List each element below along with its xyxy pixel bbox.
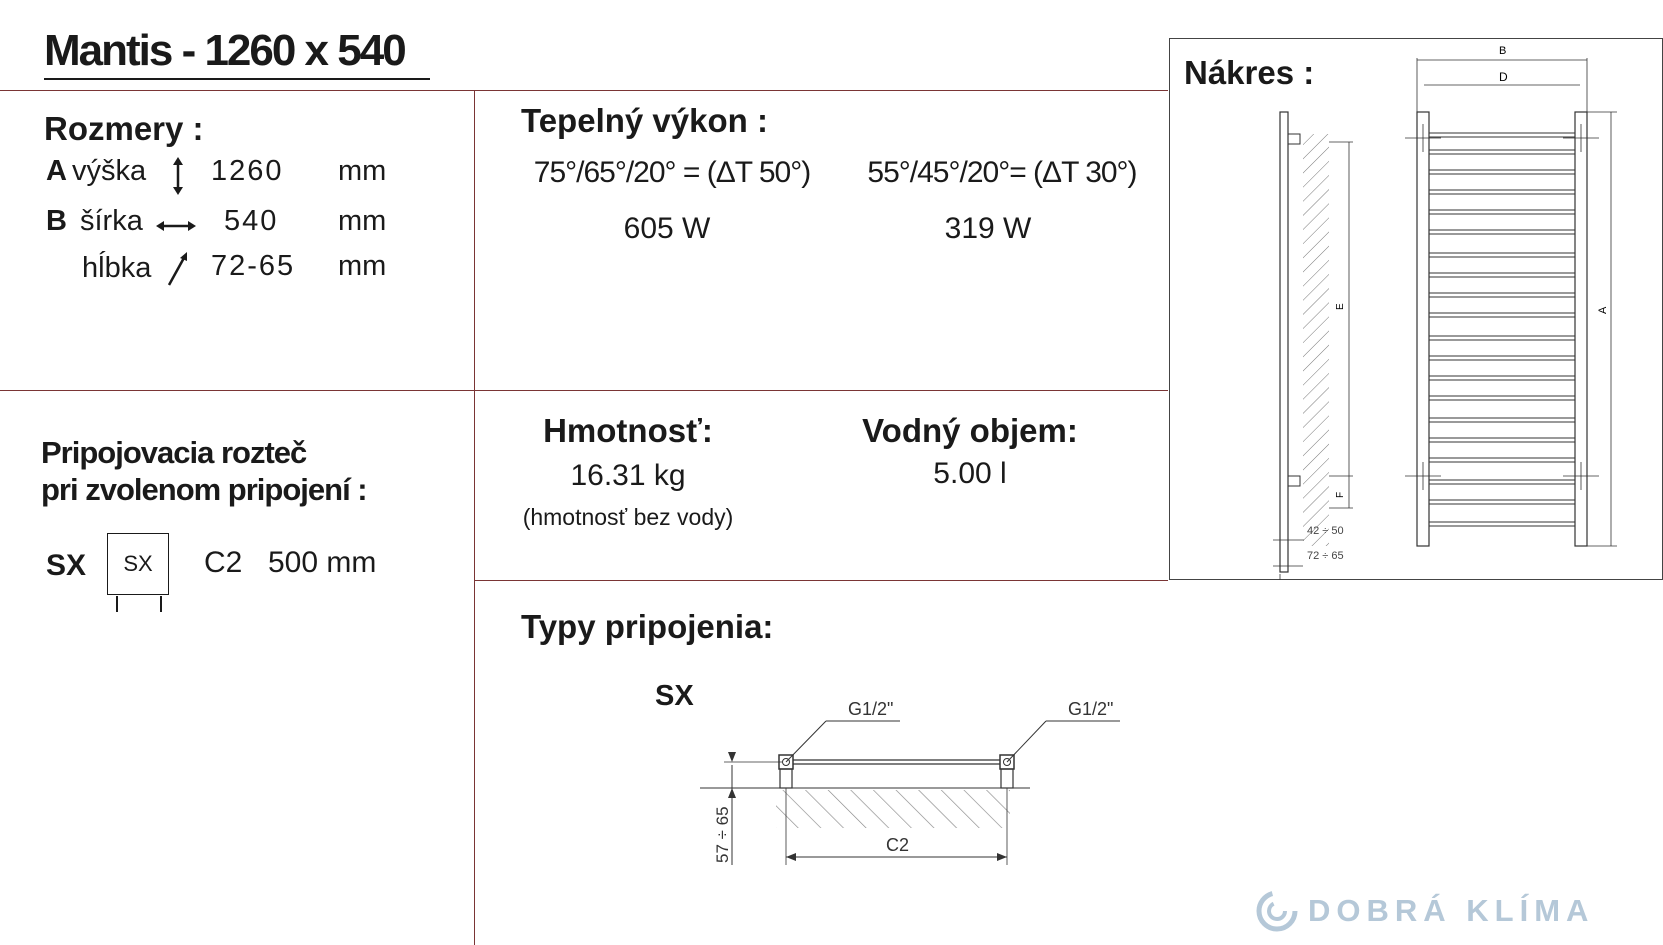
drawing-heading: Nákres : <box>1184 54 1315 91</box>
dimension-label: šírka <box>80 205 143 237</box>
water-volume-heading: Vodný objem: <box>862 412 1078 449</box>
water-volume-value: 5.00 l <box>933 457 1007 490</box>
thread-label-left: G1/2" <box>848 699 894 719</box>
horizontal-arrow-icon <box>156 219 196 233</box>
weight-value: 16.31 kg <box>570 459 686 492</box>
connection-type-box: SX <box>107 533 169 595</box>
divider-lower <box>474 580 1168 581</box>
dim-label-d: D <box>1499 70 1508 84</box>
dim-label-depth-1: 42 ÷ 50 <box>1307 525 1344 537</box>
dimension-row-depth <box>46 252 466 292</box>
dimension-unit: mm <box>338 205 387 237</box>
dimension-row-height <box>46 155 466 195</box>
connection-spacing-heading-line2: pri zvolenom pripojení : <box>41 472 367 507</box>
sx-connection-diagram <box>700 685 1130 870</box>
dimension-label: hĺbka <box>82 252 152 284</box>
thermal-condition-label: 55°/45°/20°= (ΔT 30°) <box>867 156 1137 189</box>
swirl-logo-icon <box>1255 889 1299 933</box>
divider-middle <box>0 390 1168 391</box>
dimension-letter: B <box>46 205 67 237</box>
dim-label-f: F <box>1335 491 1346 498</box>
connection-types-heading: Typy pripojenia: <box>521 608 774 645</box>
dim-label-depth-2: 72 ÷ 65 <box>1307 550 1344 562</box>
connection-pipe-left <box>116 596 118 612</box>
dimension-value: 1260 <box>211 155 284 187</box>
connection-dim-label: C2 <box>204 546 243 579</box>
vertical-dim-label: 57 ÷ 65 <box>713 806 732 863</box>
thermal-output-value: 319 W <box>944 212 1032 245</box>
divider-top <box>0 90 1168 91</box>
connection-type-label: SX <box>46 549 87 582</box>
connection-pipe-right <box>160 596 162 612</box>
dimension-label: výška <box>72 155 147 187</box>
horizontal-dim-label: C2 <box>886 835 910 855</box>
dim-label-b: B <box>1499 45 1507 57</box>
radiator-technical-drawing <box>1169 38 1663 580</box>
connection-spacing-value: 500 mm <box>268 546 377 579</box>
thermal-output-value: 605 W <box>623 212 711 245</box>
dimension-value: 72-65 <box>211 250 296 282</box>
title-underline <box>44 78 430 80</box>
vertical-arrow-icon <box>168 157 188 195</box>
dimension-letter: A <box>46 155 67 187</box>
dim-label-e: E <box>1335 303 1346 310</box>
dimension-value: 540 <box>224 205 279 237</box>
thermal-condition-label: 75°/65°/20° = (ΔT 50°) <box>533 156 811 189</box>
weight-note: (hmotnosť bez vody) <box>522 504 734 530</box>
dimensions-heading: Rozmery : <box>44 110 204 147</box>
diagonal-arrow-icon <box>164 252 190 288</box>
thread-label-right: G1/2" <box>1068 699 1114 719</box>
brand-logo-text: DOBRÁ KLÍMA <box>1308 893 1595 928</box>
dimension-row-width <box>46 205 466 245</box>
page-title: Mantis - 1260 x 540 <box>44 26 405 75</box>
connection-types-label: SX <box>655 680 694 712</box>
dimension-unit: mm <box>338 250 387 282</box>
weight-heading: Hmotnosť: <box>543 412 713 449</box>
dimension-unit: mm <box>338 155 387 187</box>
thermal-heading: Tepelný výkon : <box>521 102 768 139</box>
divider-vertical <box>474 90 475 945</box>
dim-label-a: A <box>1597 306 1609 314</box>
connection-spacing-heading-line1: Pripojovacia rozteč <box>41 435 307 470</box>
